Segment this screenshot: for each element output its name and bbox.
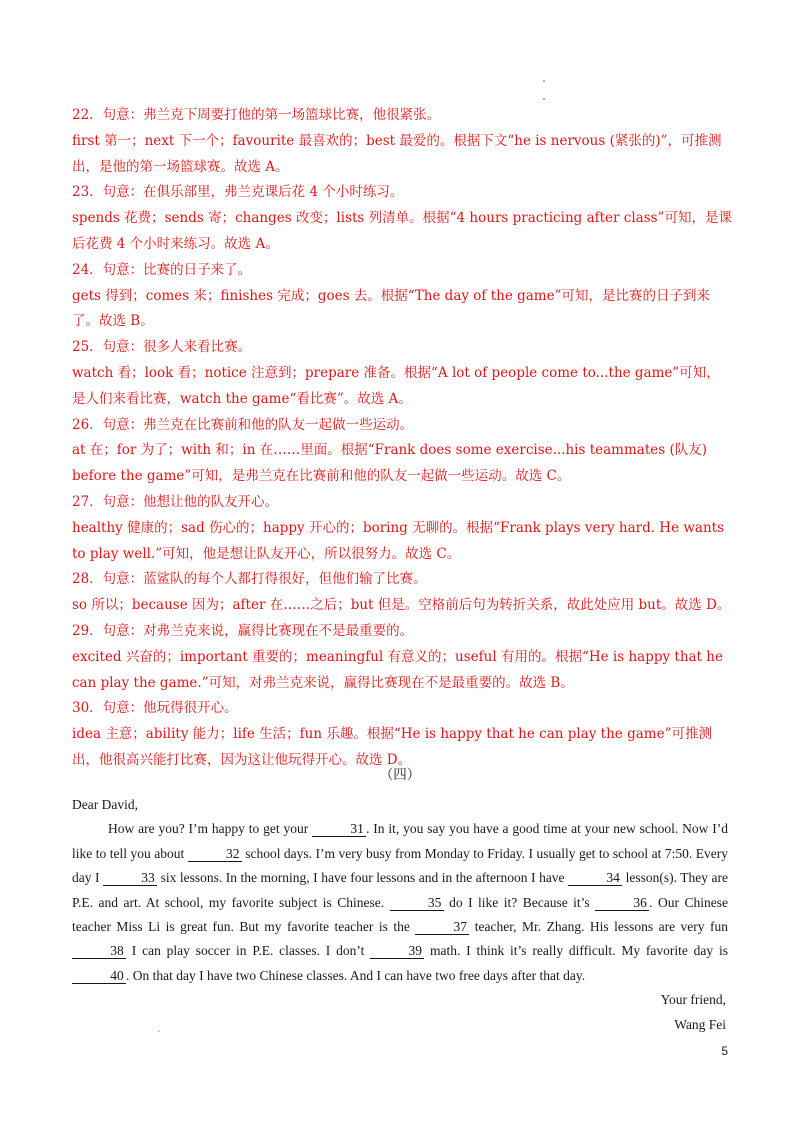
blank-32: 32 [188,846,242,862]
answer-line: excited 兴奋的；important 重要的；meaningful 有意义的；useful 有用的。根据“He is happy that he can play the game.”可知，对弗兰克来说，赢得比赛现在不是最重要的。故选 B。 [72,648,723,691]
blank-31: 31 [312,821,366,837]
blank-37: 37 [415,919,469,935]
answer-line: 24．句意：比赛的日子来了。 [72,261,252,278]
answer-line: idea 主意；ability 能力；life 生活；fun 乐趣。根据“He is happy that he can play the game”可推测出，他很高兴能打比赛，因为这让他玩得开心。故选 D。 [72,726,712,768]
answer-line: 30．句意：他玩得很开心。 [72,700,238,717]
letter-text: do I like it? Because it’s [443,894,596,910]
letter-text: school days. I’m very busy from Monday to Friday. I usually get to school at 7:50. Every day I [72,845,729,886]
letter-text: lesson(s). They are P.E. and art. At school, my favorite subject is Chinese. [72,870,728,910]
letter-body [72,817,728,988]
letter-text: How are you? I’m happy to get your [108,821,313,837]
blank-38: 38 [72,943,126,959]
answer-line: first 第一；next 下一个；favourite 最喜欢的；best 最爱的。根据下文“he is nervous (紧张的)”，可推测出，是他的第一场篮球赛。故选 A。 [72,132,722,175]
section-title: （四） [379,767,421,783]
answer-line: at 在；for 为了；with 和；in 在……里面。根据“Frank does some exercise...his teammates (队友) before the game”可知，是弗兰克在比赛前和他的队友一起做一些运动。故选 C。 [72,442,708,485]
letter-closing: Your friend, [660,992,726,1008]
answer-line: 28．句意：蓝鲨队的每个人都打得很好，但他们输了比赛。 [72,571,427,588]
scan-dot [543,80,545,82]
letter-text: teacher, Mr. Zhang. His lessons are very fun [469,919,728,935]
answer-line: 27．句意：他想让他的队友开心。 [72,493,279,510]
answer-line: healthy 健康的；sad 伤心的；happy 开心的；boring 无聊的。根据“Frank plays very hard. He wants to play well.”可知，他是想让队友开心，所以很努力。故选 C。 [72,519,725,562]
letter-text: . Our Chinese teacher Miss Li is great fun. But my favorite teacher is the [72,894,728,935]
answer-explanations [72,103,732,774]
page-number: 5 [721,1044,728,1058]
letter-text: . In it, you say you have a good time at your new school. Now I’d like to tell you about [72,821,728,861]
blank-36: 36 [595,895,649,911]
letter-text: six lessons. In the morning, I have four lessons and in the afternoon I have [157,870,569,886]
blank-33: 33 [103,870,157,886]
letter-signature: Wang Fei [674,1016,726,1032]
answer-line: 29．句意：对弗兰克来说，赢得比赛现在不是最重要的。 [72,622,414,639]
blank-34: 34 [568,870,622,886]
blank-35: 35 [390,895,444,911]
letter-greeting: Dear David, [72,797,138,812]
answer-line: watch 看；look 看；notice 注意到；prepare 准备。根据“A lot of people come to...the game”可知，是人们来看比赛，watch the game“看比赛”。故选 A。 [72,364,720,407]
answer-line: so 所以；because 因为；after 在……之后；but 但是。空格前后句为转折关系，故此处应用 but。故选 D。 [72,597,731,614]
letter-text: math. I think it’s really difficult. My favorite day is [424,943,728,959]
scan-dot [543,98,545,100]
cloze-letter [72,793,728,1037]
letter-text: I can play soccer in P.E. classes. I don’t [126,943,371,959]
blank-40: 40 [72,968,126,984]
answer-line: 26．句意：弗兰克在比赛前和他的队友一起做一些运动。 [72,416,414,433]
blank-39: 39 [370,943,424,959]
answer-line: gets 得到；comes 来；finishes 完成；goes 去。根据“The day of the game”可知，是比赛的日子到来了。故选 B。 [72,287,710,330]
letter-text: . On that day I have two Chinese classes. And I can have two free days after that day. [126,967,586,983]
answer-line: 25．句意：很多人来看比赛。 [72,339,252,356]
answer-line: 23．句意：在俱乐部里，弗兰克课后花 4 个小时练习。 [72,184,404,201]
answer-line: spends 花费；sends 寄；changes 改变；lists 列清单。根据“4 hours practicing after class”可知，是课后花费 4 个小时来练习。故选 A。 [72,210,732,252]
answer-line: 22．句意：弗兰克下周要打他的第一场篮球比赛，他很紧张。 [72,107,441,123]
